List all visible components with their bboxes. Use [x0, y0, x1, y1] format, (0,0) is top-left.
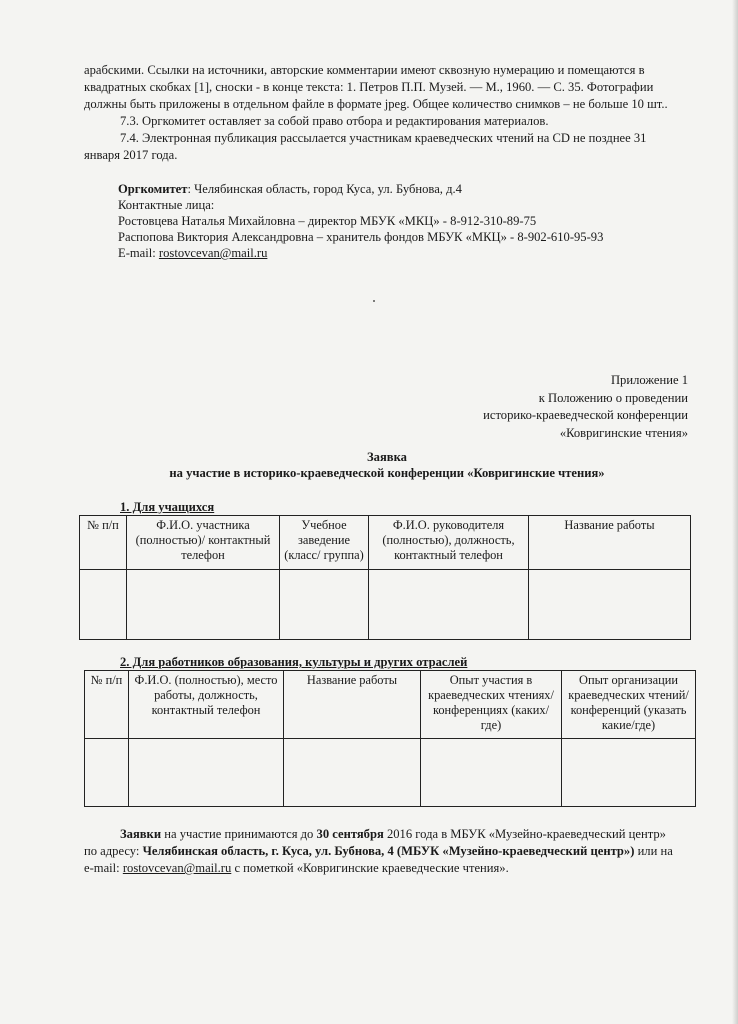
workers-table: [84, 670, 696, 807]
header-work-title: Название работы: [529, 516, 691, 570]
students-table: [79, 515, 691, 640]
students-blank-row: [80, 570, 691, 640]
organizer-block: [118, 181, 678, 261]
students-header-row: [80, 516, 691, 570]
closing-text-6: с пометкой «Ковригинские краеведческие чтения».: [231, 861, 509, 875]
contact-2: Распопова Виктория Александровна – хранитель фондов МБУК «МКЦ» - 8-902-610-95-93: [118, 230, 604, 244]
workers-blank-row: [85, 739, 696, 807]
blank-cell[interactable]: [127, 570, 280, 640]
blank-cell[interactable]: [284, 739, 421, 807]
email-link[interactable]: rostovcevan@mail.ru: [158, 246, 268, 260]
closing-address: Челябинская область, г. Куса, ул. Бубнова, 4 (МБУК «Музейно-краеведческий центр»): [142, 844, 635, 858]
header-number: № п/п: [80, 516, 127, 570]
application-subtitle: на участие в историко-краеведческой конференции «Ковригинские чтения»: [169, 466, 605, 480]
organizer-address: : Челябинская область, город Куса, ул. Бубнова, д.4: [187, 182, 462, 196]
organizer-address-line: [118, 181, 678, 197]
closing-deadline: 30 сентября: [316, 827, 384, 841]
closing-line-1: [84, 826, 690, 843]
blank-cell[interactable]: [529, 570, 691, 640]
closing-line-2: [84, 843, 690, 860]
header-number: № п/п: [85, 671, 129, 739]
closing-text-3: по адресу:: [84, 844, 143, 858]
blank-cell[interactable]: [85, 739, 129, 807]
intro-paragraph: [84, 62, 690, 113]
header-work-title: Название работы: [284, 671, 421, 739]
closing-line-3: [84, 860, 690, 877]
blank-cell[interactable]: [80, 570, 127, 640]
header-organization: Опыт организации краеведческих чтений/ конференций (указать какие/где): [562, 671, 696, 739]
email-line: [118, 245, 678, 261]
header-participant-name: Ф.И.О. участника (полностью)/ контактный телефон: [127, 516, 280, 570]
appendix-line-2: к Положению о проведении: [538, 390, 688, 405]
blank-cell[interactable]: [421, 739, 562, 807]
closing-paragraph: [84, 826, 690, 877]
appendix-line-3: историко-краеведческой конференции: [483, 408, 688, 422]
header-school: Учебное заведение (класс/ группа): [280, 516, 369, 570]
appendix-line-4: «Ковригинские чтения»: [559, 425, 688, 440]
item-7-4: [84, 130, 690, 164]
section2-label: 2. Для работников образования, культуры и других отраслей: [120, 655, 468, 669]
contacts-heading: Контактные лица:: [118, 198, 215, 212]
closing-email-link[interactable]: rostovcevan@mail.ru: [122, 861, 232, 875]
workers-header-row: [85, 671, 696, 739]
intro-line-2: квадратных скобках [1], сноски - в конце текста: 1. Петров П.П. Музей. — М., 1960. — С. 35. Фотографии: [84, 80, 654, 94]
blank-cell[interactable]: [280, 570, 369, 640]
closing-text-2: 2016 года в МБУК «Музейно-краеведческий центр»: [383, 827, 666, 841]
closing-text-1: на участие принимаются до: [161, 827, 317, 841]
closing-text-4: или на: [634, 844, 673, 858]
header-supervisor: Ф.И.О. руководителя (полностью), должность, контактный телефон: [369, 516, 529, 570]
contact-1: Ростовцева Наталья Михайловна – директор МБУК «МКЦ» - 8-912-310-89-75: [118, 214, 537, 228]
stray-mark: [373, 300, 375, 302]
closing-text-5: e-mail:: [84, 861, 123, 875]
scan-edge-shadow: [732, 0, 738, 1024]
item-7-4-line-2: января 2017 года.: [84, 148, 178, 162]
header-participation: Опыт участия в краеведческих чтениях/ конференциях (каких/ где): [421, 671, 562, 739]
closing-requests: Заявки: [120, 827, 162, 841]
appendix-line-1: Приложение 1: [610, 373, 688, 387]
email-label: E-mail:: [118, 246, 159, 260]
item-7-4-line-1: 7.4. Электронная публикация рассылается участникам краеведческих чтений на CD не позднее 31: [120, 131, 647, 145]
application-title-block: [84, 449, 690, 481]
header-worker-name: Ф.И.О. (полностью), место работы, должность, контактный телефон: [129, 671, 284, 739]
organizer-label: Оргкомитет: [118, 182, 188, 196]
blank-cell[interactable]: [129, 739, 284, 807]
application-title: Заявка: [367, 450, 407, 464]
appendix-header: [328, 372, 688, 442]
intro-line-1: арабскими. Ссылки на источники, авторские комментарии имеют сквозную нумерацию и помещаются в: [84, 63, 645, 77]
section1-label: 1. Для учащихся: [120, 500, 215, 514]
blank-cell[interactable]: [369, 570, 529, 640]
blank-cell[interactable]: [562, 739, 696, 807]
item-7-3: 7.3. Оргкомитет оставляет за собой право отбора и редактирования материалов.: [120, 114, 549, 128]
intro-line-3: должны быть приложены в отдельном файле в формате jpeg. Общее количество снимков – не больше 10 шт..: [84, 97, 668, 111]
